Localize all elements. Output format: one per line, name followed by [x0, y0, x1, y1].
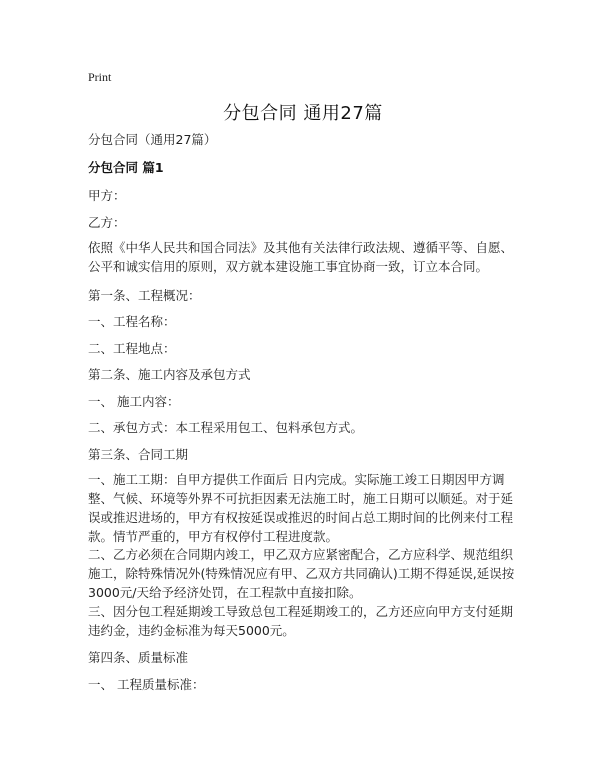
- contract-method-line: 二、承包方式：本工程采用包工、包料承包方式。: [88, 420, 364, 435]
- section-heading: 分包合同 篇1: [88, 160, 164, 175]
- article-3-heading: 第三条、合同工期: [88, 447, 189, 462]
- article-2-heading: 第二条、施工内容及承包方式: [88, 367, 251, 382]
- delay-liquidated-damages-paragraph: 三、因分包工程延期竣工导致总包工程延期竣工的，乙方还应向甲方支付延期违约金，违约金标准为每天5000元。: [88, 604, 514, 638]
- construction-content-line: 一、 施工内容：: [88, 394, 180, 409]
- construction-period-paragraph: 一、施工工期：自甲方提供工作面后 日内完成。实际施工竣工日期因甲方调整、气候、环境等外界不可抗拒因素无法施工时，施工日期可以顺延。对于延误或推迟进场的，甲方有权按延误或推迟的时间占总工期时间的比例来付工程款。情节严重的，甲方有权停付工程进度款。: [88, 472, 514, 544]
- article-1-heading: 第一条、工程概况：: [88, 288, 201, 303]
- print-label: Print: [88, 70, 112, 84]
- document-subtitle: 分包合同（通用27篇）: [88, 132, 217, 147]
- party-b-line: 乙方：: [88, 215, 126, 230]
- project-location-line: 二、工程地点：: [88, 341, 176, 356]
- document-title: 分包合同 通用27篇: [223, 103, 383, 124]
- party-a-line: 甲方：: [88, 188, 126, 203]
- completion-penalty-paragraph: 二、乙方必须在合同期内竣工，甲乙双方应紧密配合，乙方应科学、规范组织施工，除特殊情况外(特殊情况应有甲、乙双方共同确认)工期不得延误,延误按 3000元/天给予经济处罚，在工程款中直接扣除。: [88, 547, 515, 600]
- project-name-line: 一、工程名称：: [88, 314, 176, 329]
- preamble-paragraph: 依照《中华人民共和国合同法》及其他有关法律行政法规、遵循平等、自愿、公平和诚实信用的原则，双方就本建设施工事宜协商一致，订立本合同。: [88, 240, 514, 274]
- article-4-heading: 第四条、质量标准: [88, 650, 189, 665]
- quality-standard-line: 一、 工程质量标准：: [88, 677, 205, 692]
